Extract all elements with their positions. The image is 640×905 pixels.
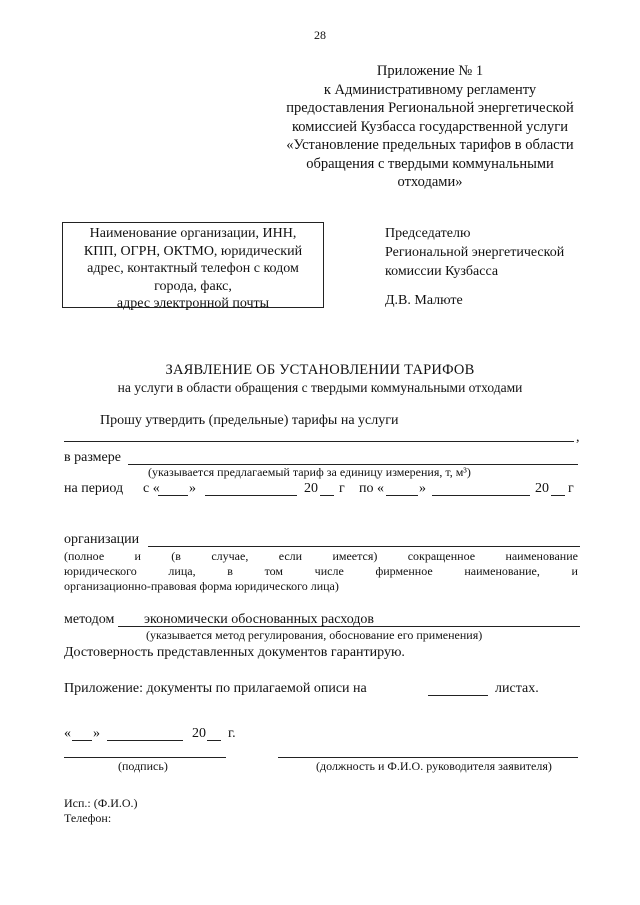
date-close-quote: » [93, 726, 100, 741]
note-word: фирменное [375, 564, 433, 578]
attachment-suffix: листах. [495, 681, 539, 696]
date-year-prefix: 20 [192, 726, 206, 741]
appendix-header [260, 62, 600, 192]
period-from-year-field[interactable] [320, 495, 334, 496]
date-year-suffix: г. [228, 726, 236, 741]
method-value: экономически обоснованных расходов [144, 612, 375, 627]
note-word: том [264, 564, 284, 578]
appendix-line: предоставления Региональной энергетической [286, 100, 574, 116]
organization-note-line-3: организационно-правовая форма юридического лица) [64, 579, 339, 593]
period-to-year-prefix: 20 [535, 481, 549, 496]
amount-note: (указывается предлагаемый тариф за единицу измерения, т, м³) [148, 465, 471, 479]
note-word: если [278, 549, 303, 563]
organization-field[interactable] [148, 546, 580, 547]
date-year-field[interactable] [207, 740, 221, 741]
period-to-year-suffix: г [568, 481, 574, 496]
period-to-close-quote: » [419, 481, 426, 496]
signature-field[interactable] [64, 757, 226, 758]
addressee-line: Председателю [385, 226, 471, 241]
period-to-month-field[interactable] [432, 495, 530, 496]
addressee-name: Д.В. Малюте [385, 293, 463, 308]
organization-requisites-box [62, 222, 324, 311]
comma: , [576, 430, 580, 445]
amount-label: в размере [64, 450, 121, 465]
date-open-quote: « [64, 726, 71, 741]
executor-label: Исп.: (Ф.И.О.) [64, 796, 138, 810]
org-box-line: КПП, ОГРН, ОКТМО, юридический [83, 243, 303, 259]
note-word: и [571, 564, 578, 578]
document-title: ЗАЯВЛЕНИЕ ОБ УСТАНОВЛЕНИИ ТАРИФОВ [165, 362, 475, 378]
note-word: (в [171, 549, 181, 563]
note-word: юридического [64, 564, 137, 578]
period-label: на период [64, 481, 124, 496]
addressee-block [385, 224, 625, 281]
request-text: Прошу утвердить (предельные) тарифы на услуги [100, 413, 399, 428]
organization-note-line-2 [64, 564, 578, 579]
organization-note-line-1 [64, 549, 578, 564]
position-name-caption: (должность и Ф.И.О. руководителя заявителя) [316, 759, 552, 773]
appendix-line: отходами» [397, 174, 463, 190]
period-from-close-quote: » [189, 481, 196, 496]
period-from-year-suffix: г [339, 481, 345, 496]
date-day-field[interactable] [72, 740, 92, 741]
org-box-line: города, факс, [154, 278, 232, 294]
note-word: (полное [64, 549, 105, 563]
note-word: наименование [505, 549, 578, 563]
executor-phone-label: Телефон: [64, 811, 112, 825]
appendix-line: «Установление предельных тарифов в области [286, 137, 574, 153]
appendix-line: к Административному регламенту [323, 81, 537, 98]
period-from-quote: с « [143, 481, 160, 496]
note-word: и [134, 549, 141, 563]
org-box-line: адрес электронной почты [116, 296, 270, 311]
period-from-day-field[interactable] [158, 495, 188, 496]
period-to-year-field[interactable] [551, 495, 565, 496]
note-word: наименование, [464, 564, 540, 578]
services-field[interactable] [64, 441, 574, 442]
period-from-month-field[interactable] [205, 495, 297, 496]
note-word: сокращенное [407, 549, 476, 563]
attachment-label: Приложение: документы по прилагаемой описи на [64, 681, 367, 696]
org-box-line: Наименование организации, ИНН, [89, 226, 297, 241]
document-subtitle: на услуги в области обращения с твердыми коммунальными отходами [117, 380, 523, 395]
note-word: случае, [211, 549, 249, 563]
note-word: в [227, 564, 233, 578]
org-box-line: адрес, контактный телефон с кодом [87, 261, 299, 276]
attachment-sheets-field[interactable] [428, 695, 488, 696]
note-word: имеется) [332, 549, 378, 563]
reliability-statement: Достоверность представленных документов гарантирую. [64, 645, 405, 660]
appendix-line: Приложение № 1 [376, 63, 484, 79]
appendix-line: обращения с твердыми коммунальными [306, 155, 554, 172]
addressee-line: комиссии Кузбасса [385, 264, 499, 279]
signature-caption: (подпись) [118, 759, 168, 773]
period-from-year-prefix: 20 [304, 481, 318, 496]
date-month-field[interactable] [107, 740, 183, 741]
method-note: (указывается метод регулирования, обоснование его применения) [146, 628, 483, 642]
period-to-quote: по « [359, 481, 384, 496]
page-number: 28 [314, 28, 326, 42]
method-label: методом [64, 612, 115, 627]
addressee-line: Региональной энергетической [385, 245, 565, 260]
position-name-field[interactable] [278, 757, 578, 758]
appendix-line: комиссией Кузбасса государственной услуги [292, 118, 568, 135]
note-word: лица, [168, 564, 196, 578]
organization-label: организации [64, 532, 140, 547]
period-to-day-field[interactable] [386, 495, 418, 496]
note-word: числе [314, 564, 344, 578]
